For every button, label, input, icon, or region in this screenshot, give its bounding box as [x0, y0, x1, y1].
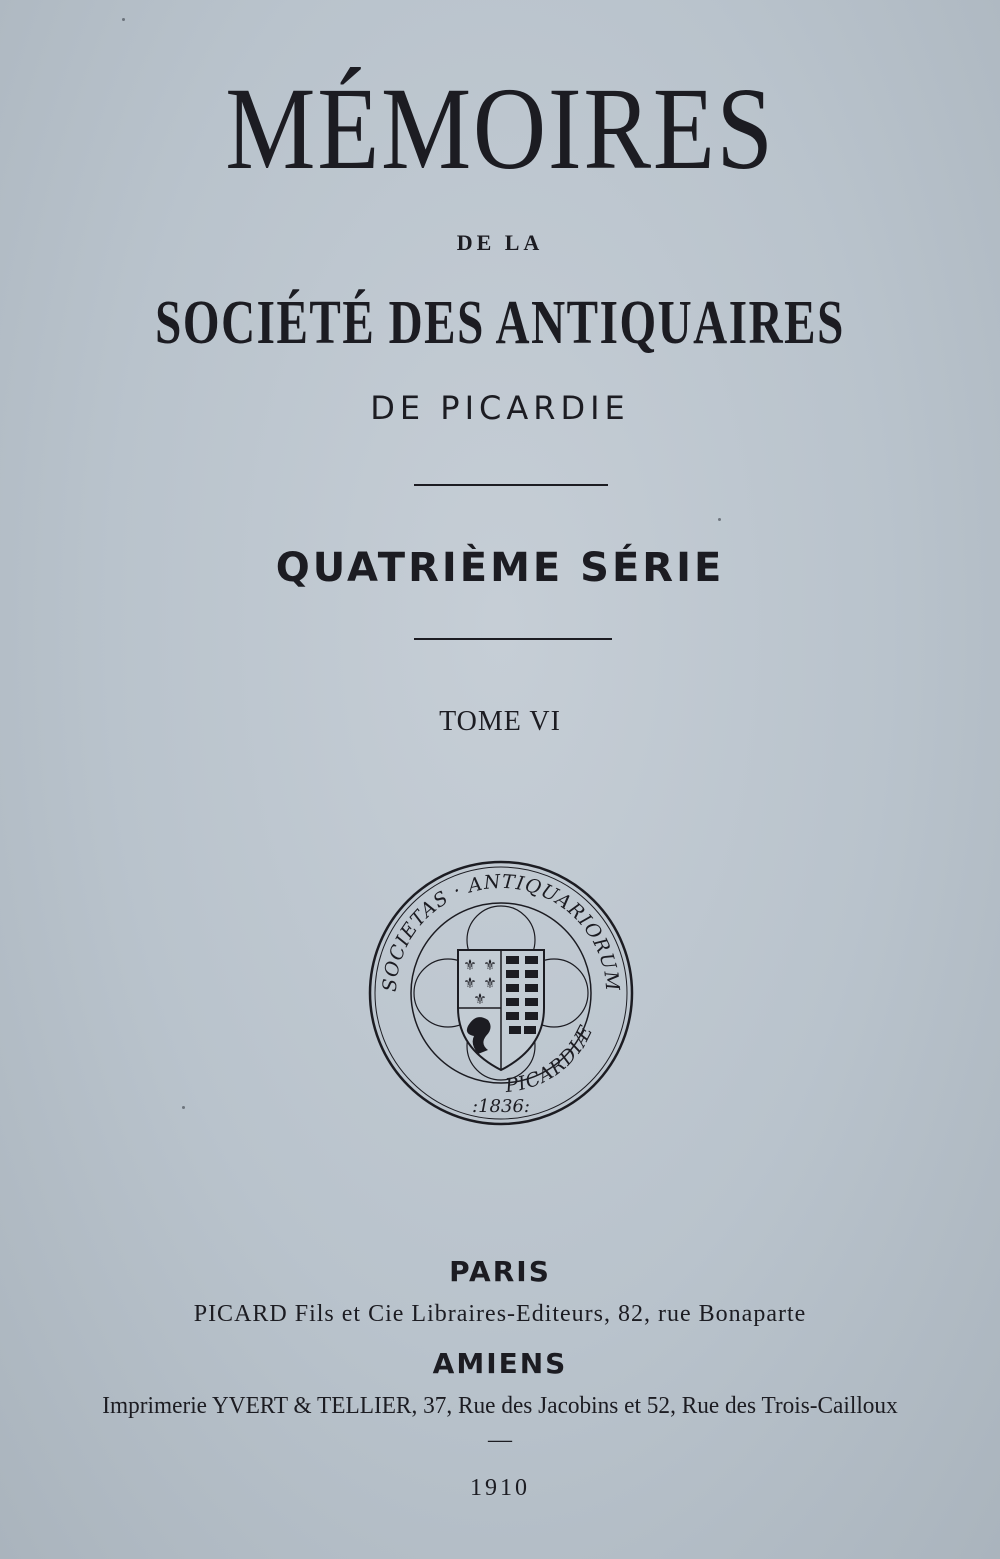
- title: MÉMOIRES: [225, 63, 775, 194]
- imprint-city-paris: PARIS: [449, 1255, 551, 1288]
- divider-rule-top: [414, 484, 608, 486]
- paper-speck: [182, 1106, 185, 1109]
- imprint-city-amiens: AMIENS: [432, 1347, 568, 1380]
- seal-inscription-top: SOCIETAS · ANTIQUARIORUM: [378, 870, 624, 993]
- imprint-publisher: PICARD Fils et Cie Libraires-Editeurs, 82, rue Bonaparte: [193, 1301, 807, 1327]
- imprint-printer: Imprimerie YVERT & TELLIER, 37, Rue des Jacobins et 52, Rue des Trois-Cailloux: [102, 1393, 898, 1419]
- series-line: QUATRIÈME SÉRIE: [275, 545, 725, 591]
- svg-text:⚜: ⚜: [463, 956, 477, 974]
- de-la-line: DE LA: [456, 230, 544, 255]
- svg-text:⚜: ⚜: [463, 974, 477, 992]
- divider-rule-bottom: [414, 638, 612, 640]
- svg-text:⚜: ⚜: [483, 956, 497, 974]
- seal-shield: [458, 950, 544, 1070]
- imprint-dash: —: [488, 1427, 512, 1453]
- svg-text:⚜: ⚜: [473, 990, 487, 1008]
- region-line: DE PICARDIE: [370, 389, 630, 427]
- seal-inscription-bottom: PICARDIÆ: [504, 1021, 598, 1098]
- paper-speck: [718, 518, 721, 521]
- imprint-year: 1910: [470, 1475, 530, 1501]
- society-name: SOCIÉTÉ DES ANTIQUAIRES: [155, 289, 845, 357]
- seal-year: :1836:: [472, 1096, 530, 1117]
- paper-speck: [122, 18, 125, 21]
- volume-line: TOME VI: [439, 706, 561, 737]
- society-seal: [366, 858, 636, 1128]
- svg-text:⚜: ⚜: [483, 974, 497, 992]
